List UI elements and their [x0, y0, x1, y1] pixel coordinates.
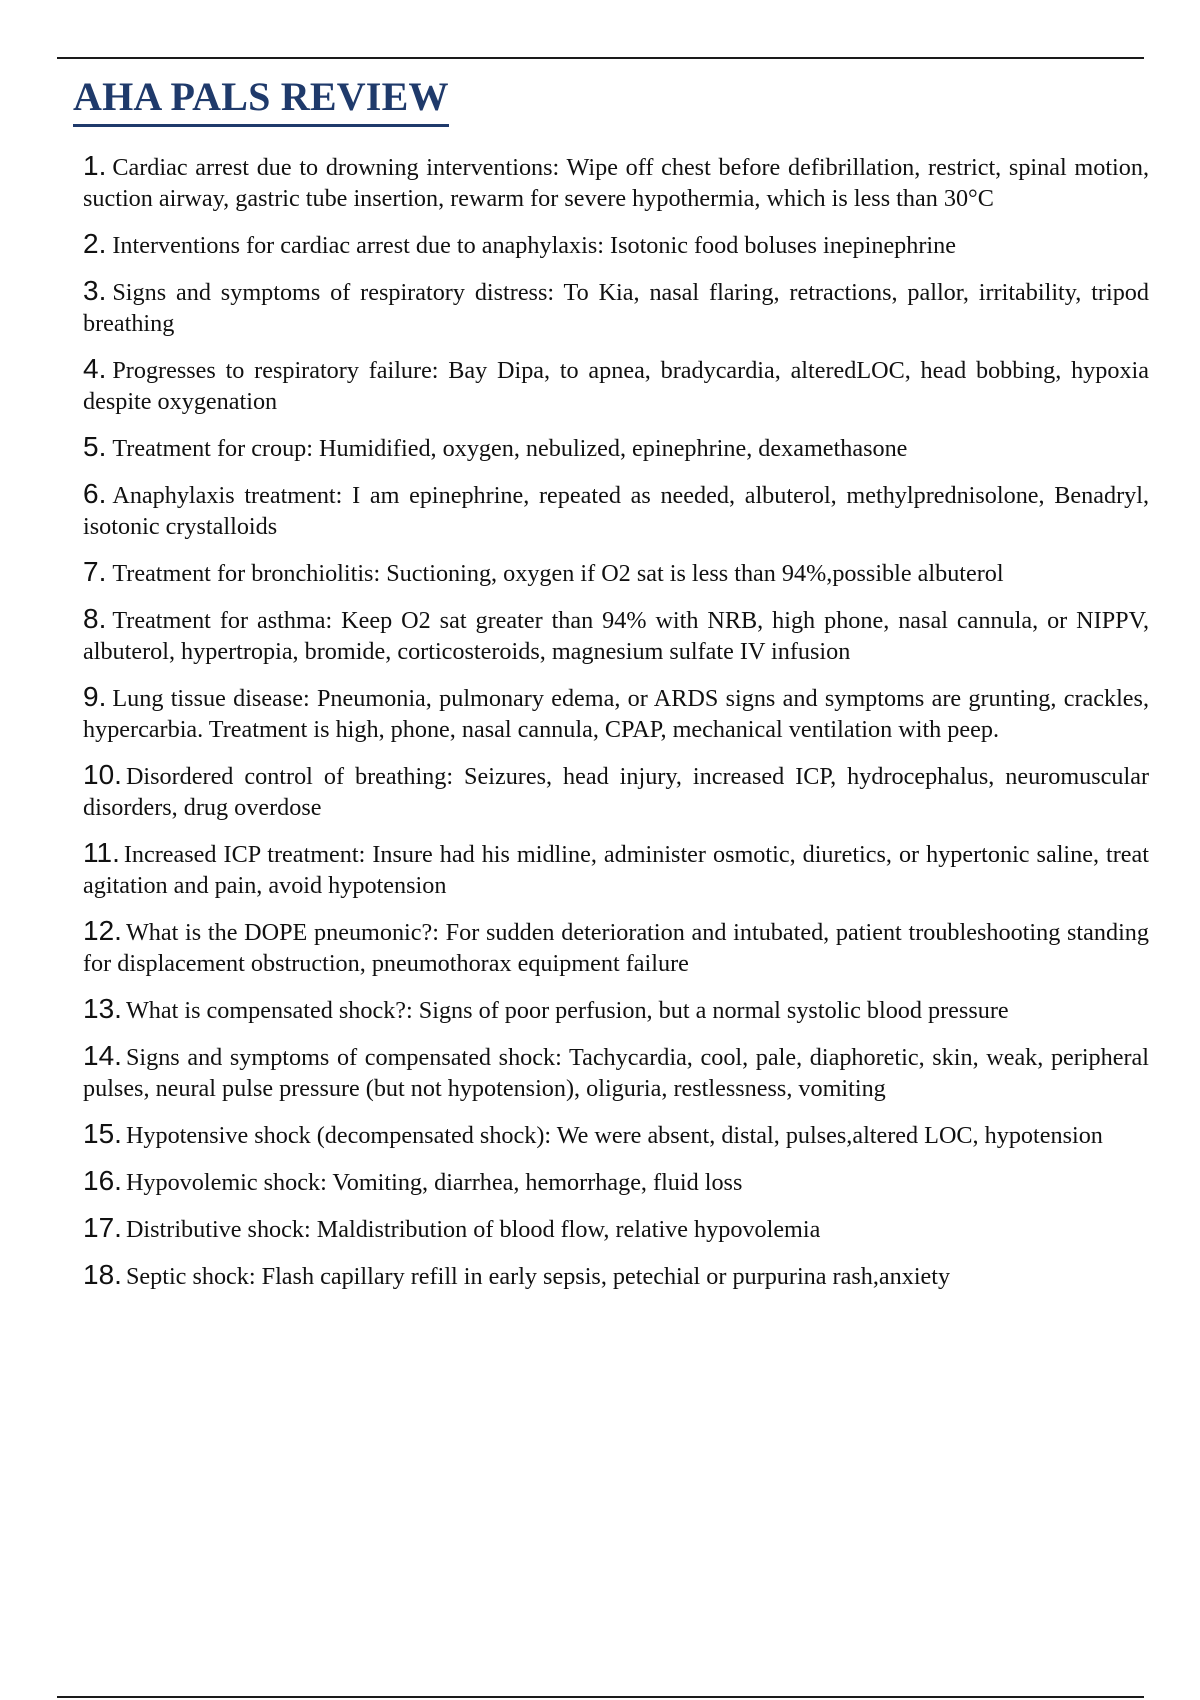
item-number: 5. [83, 431, 107, 462]
item-text: Signs and symptoms of respiratory distress: To Kia, nasal flaring, retractions, pallor, irritability, tripod breathing [83, 279, 1149, 337]
item-text: Disordered control of breathing: Seizures, head injury, increased ICP, hydrocephalus, neuromuscular disorders, drug overdose [83, 763, 1149, 821]
list-item [83, 681, 1149, 745]
list-item [83, 1118, 1149, 1151]
bottom-rule [57, 1696, 1144, 1698]
item-text: Treatment for asthma: Keep O2 sat greater than 94% with NRB, high phone, nasal cannula, or NIPPV, albuterol, hypertropia, bromide, corticosteroids, magnesium sulfate IV infusion [83, 607, 1149, 665]
item-text: Lung tissue disease: Pneumonia, pulmonary edema, or ARDS signs and symptoms are grunting, crackles, hypercarbia. Treatment is high, phone, nasal cannula, CPAP, mechanical ventilation with peep. [83, 685, 1149, 743]
item-number: 12. [83, 915, 122, 946]
item-number: 3. [83, 275, 107, 306]
list-item [83, 228, 1149, 261]
item-number: 16. [83, 1165, 122, 1196]
item-text: Signs and symptoms of compensated shock: Tachycardia, cool, pale, diaphoretic, skin, weak, peripheral pulses, neural pulse pressure (but not hypotension), oliguria, restlessness, vomiting [83, 1044, 1149, 1102]
item-text: Septic shock: Flash capillary refill in early sepsis, petechial or purpurina rash,anxiety [125, 1263, 951, 1290]
item-number: 7. [83, 556, 107, 587]
item-number: 6. [83, 478, 107, 509]
item-text: Treatment for bronchiolitis: Suctioning, oxygen if O2 sat is less than 94%,possible albuterol [112, 560, 1004, 587]
item-number: 14. [83, 1040, 122, 1071]
item-number: 1. [83, 150, 107, 181]
list-item [83, 150, 1149, 214]
item-text: Cardiac arrest due to drowning interventions: Wipe off chest before defibrillation, restrict, spinal motion, suction airway, gastric tube insertion, rewarm for severe hypothermia, which is less than 30°C [83, 154, 1149, 212]
item-text: Distributive shock: Maldistribution of blood flow, relative hypovolemia [125, 1216, 821, 1243]
item-number: 8. [83, 603, 107, 634]
item-text: What is the DOPE pneumonic?: For sudden deterioration and intubated, patient troubleshooting standing for displacement obstruction, pneumothorax equipment failure [83, 919, 1149, 977]
list-item [83, 1040, 1149, 1104]
list-item [83, 993, 1149, 1026]
item-number: 4. [83, 353, 107, 384]
item-text: What is compensated shock?: Signs of poor perfusion, but a normal systolic blood pressure [125, 997, 1009, 1024]
item-text: Anaphylaxis treatment: I am epinephrine, repeated as needed, albuterol, methylprednisolone, Benadryl, isotonic crystalloids [83, 482, 1149, 540]
item-number: 9. [83, 681, 107, 712]
top-rule [57, 57, 1144, 59]
list-item [83, 603, 1149, 667]
item-number: 15. [83, 1118, 122, 1149]
list-item [83, 353, 1149, 417]
list-item [83, 1259, 1149, 1292]
review-list [83, 150, 1149, 1306]
list-item [83, 478, 1149, 542]
item-text: Hypovolemic shock: Vomiting, diarrhea, hemorrhage, fluid loss [125, 1169, 743, 1196]
item-text: Increased ICP treatment: Insure had his midline, administer osmotic, diuretics, or hypertonic saline, treat agitation and pain, avoid hypotension [83, 841, 1149, 899]
item-number: 11. [83, 837, 120, 868]
item-text: Hypotensive shock (decompensated shock): We were absent, distal, pulses,altered LOC, hypotension [125, 1122, 1103, 1149]
item-text: Progresses to respiratory failure: Bay Dipa, to apnea, bradycardia, alteredLOC, head bobbing, hypoxia despite oxygenation [83, 357, 1149, 415]
list-item [83, 275, 1149, 339]
item-number: 18. [83, 1259, 122, 1290]
list-item [83, 431, 1149, 464]
list-item [83, 556, 1149, 589]
list-item [83, 1212, 1149, 1245]
item-text: Treatment for croup: Humidified, oxygen, nebulized, epinephrine, dexamethasone [112, 435, 908, 462]
list-item [83, 759, 1149, 823]
item-number: 10. [83, 759, 122, 790]
list-item [83, 1165, 1149, 1198]
document-title: AHA PALS REVIEW [73, 70, 449, 127]
item-text: Interventions for cardiac arrest due to anaphylaxis: Isotonic food boluses inepinephrine [112, 232, 956, 259]
item-number: 17. [83, 1212, 122, 1243]
list-item [83, 915, 1149, 979]
list-item [83, 837, 1149, 901]
item-number: 13. [83, 993, 122, 1024]
item-number: 2. [83, 228, 107, 259]
